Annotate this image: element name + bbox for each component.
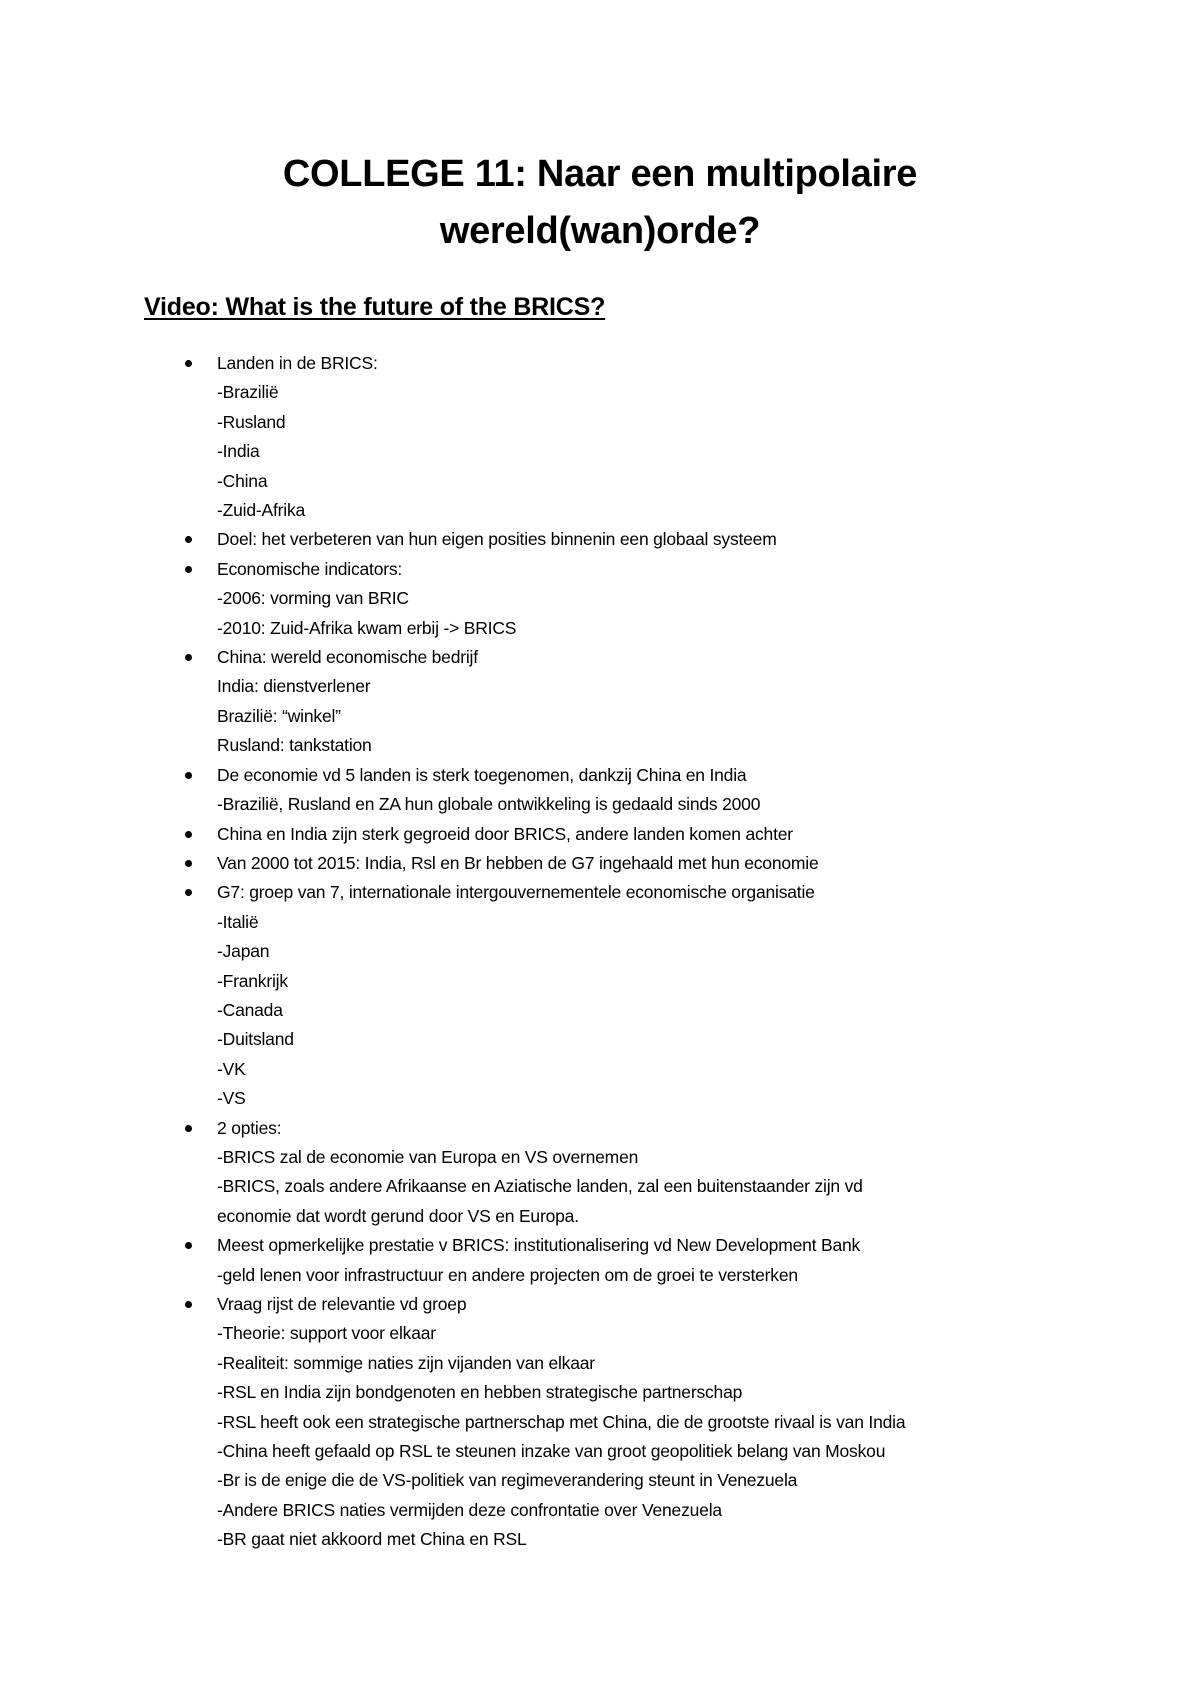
list-item-line: -Brazilië, Rusland en ZA hun globale ontwikkeling is gedaald sinds 2000 (217, 794, 761, 815)
list-item (0, 849, 1200, 878)
list-item-line: economie dat wordt gerund door VS en Europa. (217, 1205, 579, 1226)
list-item-line: -China heeft gefaald op RSL te steunen inzake van groot geopolitiek belang van Moskou (217, 1441, 886, 1462)
list-item (0, 1114, 1200, 1232)
list-item-line: -Andere BRICS naties vermijden deze confrontatie over Venezuela (217, 1499, 722, 1520)
list-item (0, 643, 1200, 761)
list-item-line: Brazilië: “winkel” (217, 705, 341, 726)
bullet-icon (185, 889, 192, 896)
section-heading: Video: What is the future of the BRICS? (144, 293, 606, 321)
list-item (0, 1290, 1200, 1555)
bullet-icon (185, 654, 192, 661)
list-item-line: De economie vd 5 landen is sterk toegenomen, dankzij China en India (217, 764, 747, 785)
list-item-line: Van 2000 tot 2015: India, Rsl en Br hebben de G7 ingehaald met hun economie (217, 852, 819, 873)
list-item (0, 555, 1200, 643)
bullet-icon (185, 772, 192, 779)
list-item-line: 2 opties: (217, 1117, 282, 1138)
list-item-line: -Brazilië (217, 382, 279, 403)
list-item-line: -Italië (217, 911, 259, 932)
list-item-line: Economische indicators: (217, 558, 403, 579)
list-item-line: -Zuid-Afrika (217, 500, 306, 521)
list-item-line: Doel: het verbeteren van hun eigen posities binnenin een globaal systeem (217, 529, 777, 550)
bullet-icon (185, 1125, 192, 1132)
title-line-1: COLLEGE 11: Naar een multipolaire (282, 153, 918, 195)
bullet-icon (185, 566, 192, 573)
bullet-icon (185, 831, 192, 838)
list-item-line: -Canada (217, 999, 283, 1020)
list-item-line: Landen in de BRICS: (217, 353, 378, 373)
list-item-line: -Rusland (217, 411, 286, 432)
list-item (0, 820, 1200, 849)
list-item-line: -China (217, 470, 268, 491)
bullet-icon (185, 1301, 192, 1308)
list-item-line: Rusland: tankstation (217, 735, 372, 756)
list-item-line: China en India zijn sterk gegroeid door BRICS, andere landen komen achter (217, 823, 793, 844)
bullet-icon (185, 536, 192, 543)
list-item-line: Meest opmerkelijke prestatie v BRICS: institutionalisering vd New Development Bank (217, 1235, 861, 1256)
list-item-line: -RSL en India zijn bondgenoten en hebben strategische partnerschap (217, 1382, 743, 1403)
list-item-line: China: wereld economische bedrijf (217, 647, 478, 668)
list-item-line: -Br is de enige die de VS-politiek van regimeverandering steunt in Venezuela (217, 1470, 798, 1491)
list-item-line: -India (217, 441, 260, 462)
bullet-icon (185, 360, 192, 367)
list-item-line: -Duitsland (217, 1029, 294, 1050)
list-item-line: -geld lenen voor infrastructuur en andere projecten om de groei te versterken (217, 1264, 798, 1285)
list-item-line: -Frankrijk (217, 970, 288, 991)
list-item (0, 525, 1200, 554)
bullet-list (0, 349, 1200, 1555)
list-item-line: -2006: vorming van BRIC (217, 588, 409, 609)
bullet-icon (185, 860, 192, 867)
list-item-line: -Japan (217, 941, 270, 962)
list-item (0, 878, 1200, 1113)
list-item (0, 1231, 1200, 1290)
list-item-line: -Theorie: support voor elkaar (217, 1323, 436, 1344)
list-item-line: G7: groep van 7, internationale intergouvernementele economische organisatie (217, 882, 815, 903)
list-item-line: -2010: Zuid-Afrika kwam erbij -> BRICS (217, 617, 517, 638)
bullet-icon (185, 1242, 192, 1249)
list-item-line: -RSL heeft ook een strategische partnerschap met China, die de grootste rivaal is van India (217, 1411, 906, 1432)
page-title (0, 146, 1200, 260)
list-item-line: -VK (217, 1058, 246, 1079)
list-item-line: India: dienstverlener (217, 676, 371, 697)
list-item (0, 761, 1200, 820)
list-item-line: -BR gaat niet akkoord met China en RSL (217, 1529, 527, 1550)
list-item-line: -BRICS, zoals andere Afrikaanse en Aziatische landen, zal een buitenstaander zijn vd (217, 1176, 863, 1197)
list-item-line: -Realiteit: sommige naties zijn vijanden van elkaar (217, 1352, 595, 1373)
list-item (0, 349, 1200, 525)
title-line-2: wereld(wan)orde? (439, 210, 761, 252)
list-item-line: -VS (217, 1088, 246, 1109)
list-item-line: -BRICS zal de economie van Europa en VS overnemen (217, 1146, 639, 1167)
list-item-line: Vraag rijst de relevantie vd groep (217, 1294, 467, 1314)
